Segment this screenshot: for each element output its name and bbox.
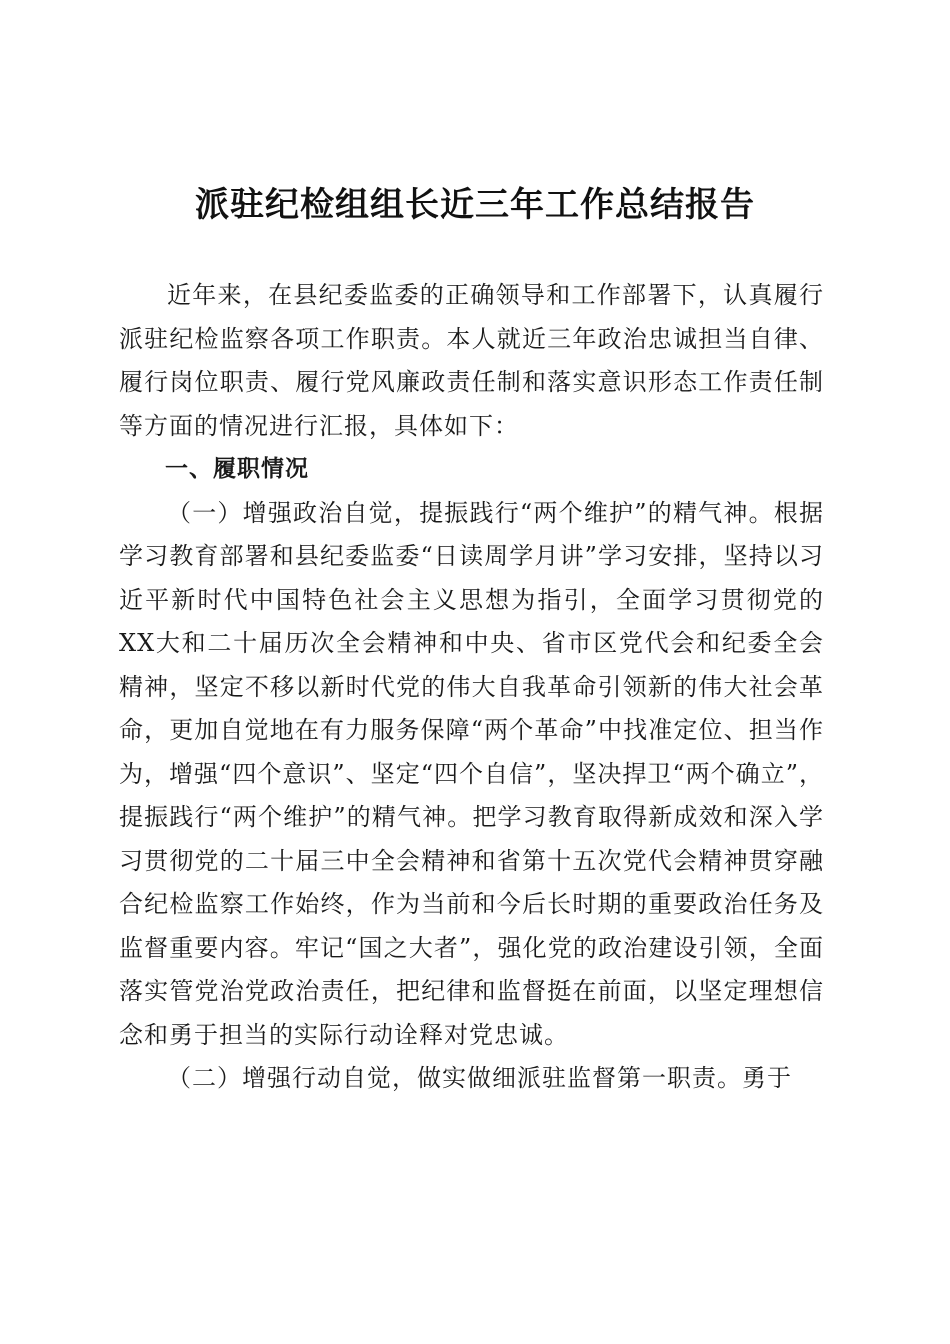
item-2-heading: （二）增强行动自觉，做实做细派驻监督第一职责。 — [167, 1064, 742, 1092]
document-body — [119, 274, 824, 1101]
item-1-paragraph — [119, 492, 824, 1058]
item-2-body: 勇于 — [742, 1064, 792, 1092]
section-heading-performance: 一、履职情况 — [165, 456, 309, 482]
item-1-body: 根据学习教育部署和县纪委监委“日读周学月讲”学习安排，坚持以习近平新时代中国特色社会主义思想为指引，全面学习贯彻党的XX大和二十届历次全会精神和中央、省市区党代会和纪委全会精神，坚定不移以新时代党的伟大自我革命引领新的伟大社会革命，更加自觉地在有力服务保障“两个革命”中找准定位、担当作为，增强“四个意识”、坚定“四个自信”，坚决捍卫“两个确立”，提振践行“两个维护”的精气神。把学习教育取得新成效和深入学习贯彻党的二十届三中全会精神和省第十五次党代会精神贯穿融合纪检监察工作始终，作为当前和今后长时期的重要政治任务及监督重要内容。牢记“国之大者”，强化党的政治建设引领，全面落实管党治党政治责任，把纪律和监督挺在前面，以坚定理想信念和勇于担当的实际行动诠释对党忠诚。 — [119, 498, 824, 1049]
item-1-heading: （一）增强政治自觉，提振践行“两个维护”的精气神。 — [167, 498, 774, 527]
document-title: 派驻纪检组组长近三年工作总结报告 — [195, 185, 755, 225]
item-2-paragraph — [119, 1057, 824, 1101]
intro-paragraph: 近年来，在县纪委监委的正确领导和工作部署下，认真履行派驻纪检监察各项工作职责。本人就近三年政治忠诚担当自律、履行岗位职责、履行党风廉政责任制和落实意识形态工作责任制等方面的情况进行汇报，具体如下： — [119, 281, 824, 440]
